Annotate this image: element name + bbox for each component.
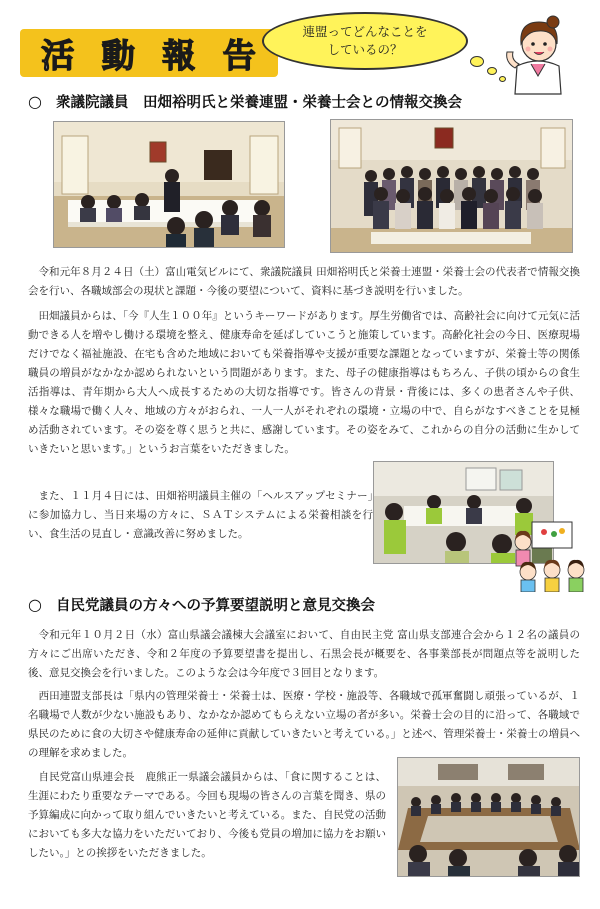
page-title	[20, 29, 278, 77]
title-char: 告	[222, 35, 257, 75]
children-cartoon-illustration	[510, 520, 592, 592]
speech-bubble	[262, 12, 468, 70]
circle-bullet-icon: ○	[28, 92, 42, 111]
section1-paragraph: 田畑議員からは、「今『人生１００年』というキーワードがあります。厚生労働省では、高齢社会に向けて元気に活動できる人を増やし働ける環境を整え、健康寿命を延ばしていこうと施策しています。高齢化社会の今日、医療現場だけでなく福祉施設、在宅も含めた地域においても栄養指導や支援が重要な課題となっていますが、栄養士等の関係職員の増員がなかなか認められないという問題があります。また、母子の健康指導はもちろん、子供の頃からの食生活指導は、青年期から大人へ成長するための大切な指導です。皆さんの背景・背後には、多くの患者さんや子供、様々な職場で働く人々、地域の方々がおられ、一人一人がそれぞれの環境・立場の中で、自らがなすべきことを見極め活動されています。その姿を尊く思うと共に、感謝しています。その姿をみて、これからの自分の活動に生かしていきたいと思います。」というお言葉をいただきました。	[28, 310, 580, 455]
title-char: 動	[101, 35, 136, 75]
conference-room-photo	[397, 757, 580, 877]
section-heading-text: 自民党議員の方々への予算要望説明と意見交換会	[55, 598, 375, 614]
bubble-tail-dot	[470, 56, 484, 67]
section-heading	[28, 594, 588, 615]
bubble-line-2: しているの？	[327, 42, 403, 57]
bubble-tail-dot	[487, 67, 497, 75]
section2-paragraph: 令和元年１０月２日（水）富山県議会議棟大会議室において、自由民主党 富山県支部連合会から１２名の議員の方々にご出席いただき、令和２年度の予算要望書を提出し、石黒会長が概要を、各事業部長が問題点等を説明した後、意見交換会を行いました。このような会は今年度で３回目となります。	[28, 629, 580, 679]
section1-paragraph: 令和元年８月２４日（土）富山電気ビルにて、衆議院議員 田畑裕明氏と栄養士連盟・栄養士会の代表者で情報交換会を行い、各職域部会の現状と課題・今後の要望について、資料に基づき説明を行いました。	[28, 266, 580, 297]
section2-paragraph: 西田連盟支部長は「県内の管理栄養士・栄養士は、医療・学校・施設等、各職域で孤軍奮闘し頑張っているが、１名職場で人数が少ない施設もあり、なかなか認めてもらえない立場の者が多い。栄養士会の目的に沿って、各職域で県民のために食の大切さや健康寿命の延伸に貢献していきたいと考えている。」と述べ、管理栄養士・栄養士の増員への理解を求めました。	[28, 690, 580, 759]
section2-paragraph: 自民党富山県連会長 鹿熊正一県議会議員からは、「食に関することは、生涯にわたり重要なテーマである。今回も現場の皆さんの言葉を聞き、県の予算編成に向かって取り組んでいきたいと考えている。また、自民党の活動においても多大な協力をいただいており、今後も党員の増加に協力をお願いしたい。」との挨拶をいただきました。	[28, 771, 386, 859]
circle-bullet-icon: ○	[28, 595, 42, 614]
section-heading	[28, 91, 588, 112]
title-char: 活	[41, 35, 76, 75]
nutritionist-mascot-illustration	[503, 14, 573, 96]
group-photo	[330, 119, 573, 253]
bubble-line-1: 連盟ってどんなことを	[302, 24, 428, 39]
section1-paragraph: また、１１月４日には、田畑裕明議員主催の「ヘルスアップセミナー」に参加協力し、当日来場の方々に、ＳＡＴシステムによる栄養相談を行い、食生活の見直し・意識改善に努めました。	[28, 490, 373, 540]
section-heading-text: 衆議院議員 田畑裕明氏と栄養連盟・栄養士会との情報交換会	[55, 95, 462, 111]
meeting-photo	[53, 121, 285, 248]
title-char: 報	[162, 35, 197, 75]
